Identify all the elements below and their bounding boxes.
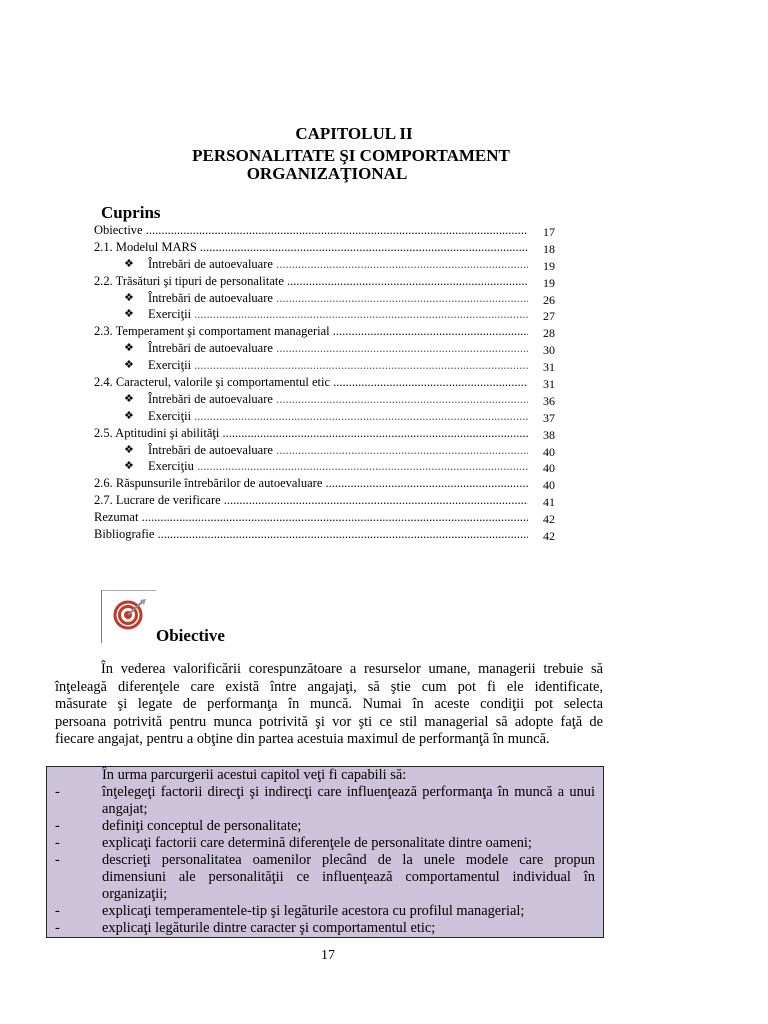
toc-entry-label: 2.4. Caracterul, valorile şi comportamentul etic ..... bbox=[94, 374, 528, 390]
toc-entry-label: Întrebări de autoevaluare ..... bbox=[148, 391, 528, 407]
paragraph-line: În vederea valorificării corespunzătoare a resurselor umane, managerii trebuie să bbox=[101, 661, 603, 677]
objective-item bbox=[55, 852, 595, 903]
diamond-bullet-icon: ❖ bbox=[124, 257, 134, 270]
objective-item bbox=[55, 784, 595, 818]
objectives-list bbox=[55, 784, 595, 937]
diamond-bullet-icon: ❖ bbox=[124, 291, 134, 304]
toc-entry-label: Exerciţii ..... bbox=[148, 306, 528, 322]
objective-item-text: definiţi conceptul de personalitate; bbox=[102, 818, 302, 834]
toc-entry[interactable] bbox=[94, 526, 560, 543]
diamond-bullet-icon: ❖ bbox=[124, 443, 134, 456]
toc-entry-page: 40 bbox=[543, 478, 555, 493]
toc-entry-page: 38 bbox=[543, 427, 555, 442]
objective-item bbox=[55, 920, 595, 937]
toc-entry[interactable] bbox=[94, 425, 560, 442]
toc-entry-page: 31 bbox=[543, 377, 555, 392]
objective-item bbox=[55, 903, 595, 920]
objectives-box bbox=[46, 766, 604, 938]
toc-entry-page: 36 bbox=[543, 393, 555, 408]
diamond-bullet-icon: ❖ bbox=[124, 308, 134, 321]
toc-entry[interactable] bbox=[94, 492, 560, 509]
toc-entry[interactable] bbox=[94, 442, 560, 459]
toc-entry-page: 28 bbox=[543, 326, 555, 341]
objectives-paragraph bbox=[55, 661, 603, 749]
toc-entry-page: 37 bbox=[543, 410, 555, 425]
toc-entry-label: 2.2. Trăsături şi tipuri de personalitate ..... bbox=[94, 273, 528, 289]
objectives-box-intro: În urma parcurgerii acestui capitol veţi fi capabili să: bbox=[102, 767, 407, 783]
paragraph-line: măsurate şi legate de performanţa în muncă. Numai în aceste condiţii pot selecta bbox=[55, 696, 603, 713]
objectives-icon-frame bbox=[101, 590, 156, 643]
dash-bullet: - bbox=[55, 818, 60, 834]
objective-item bbox=[55, 835, 595, 852]
toc-entry[interactable] bbox=[94, 306, 560, 323]
toc-entry-page: 42 bbox=[543, 512, 555, 527]
diamond-bullet-icon: ❖ bbox=[124, 460, 134, 473]
chapter-title-line1: PERSONALITATE ŞI COMPORTAMENT bbox=[192, 146, 510, 165]
toc-entry-label: Exerciţii ..... bbox=[148, 408, 528, 424]
objective-item-text: înţelegeţi factorii direcţi şi indirecţi care influenţează performanţa în muncă a unui angajat; bbox=[102, 784, 595, 817]
paragraph-line: persoana potrivită pentru munca potrivită şi vor şti ce stil managerial să adopte faţă de bbox=[55, 713, 603, 730]
toc-entry-page: 26 bbox=[543, 292, 555, 307]
toc-entry[interactable] bbox=[94, 458, 560, 475]
toc-entry[interactable] bbox=[94, 273, 560, 290]
objective-item-text: explicaţi temperamentele-tip şi legăturile acestora cu profilul managerial; bbox=[102, 903, 525, 919]
toc-entry[interactable] bbox=[94, 475, 560, 492]
toc-entry-label: Rezumat ..... bbox=[94, 509, 528, 525]
toc-entry-label: 2.6. Răspunsurile întrebărilor de autoevaluare ..... bbox=[94, 475, 528, 491]
paragraph-line: înţeleagă diferenţele care există între angajaţi, să ştie cum pot fi ele identificate, bbox=[55, 678, 603, 695]
toc-entry[interactable] bbox=[94, 290, 560, 307]
target-icon bbox=[102, 591, 156, 643]
toc-entry-label: Exerciţiu ..... bbox=[148, 458, 528, 474]
dash-bullet: - bbox=[55, 852, 60, 868]
toc-entry-label: 2.3. Temperament şi comportament managerial ..... bbox=[94, 323, 528, 339]
toc-entry[interactable] bbox=[94, 391, 560, 408]
objective-item-text: explicaţi legăturile dintre caracter şi comportamentul etic; bbox=[102, 920, 436, 936]
toc-entry-label: Exerciţii ..... bbox=[148, 357, 528, 373]
toc-entry-label: Întrebări de autoevaluare ..... bbox=[148, 290, 528, 306]
toc-entry[interactable] bbox=[94, 239, 560, 256]
toc-entry-label: Bibliografie ..... bbox=[94, 526, 528, 542]
objectives-heading: Obiective bbox=[156, 626, 225, 645]
chapter-number: CAPITOLUL II bbox=[295, 124, 413, 143]
contents-heading: Cuprins bbox=[101, 203, 161, 222]
toc-entry-page: 19 bbox=[543, 258, 555, 273]
toc-entry-label: 2.1. Modelul MARS ..... bbox=[94, 239, 528, 255]
toc-entry-page: 31 bbox=[543, 360, 555, 375]
toc-entry-page: 27 bbox=[543, 309, 555, 324]
objective-item-text: explicaţi factorii care determină diferenţele de personalitate dintre oameni; bbox=[102, 835, 532, 851]
diamond-bullet-icon: ❖ bbox=[124, 359, 134, 372]
toc-entry[interactable] bbox=[94, 256, 560, 273]
diamond-bullet-icon: ❖ bbox=[124, 392, 134, 405]
toc-entry-label: Întrebări de autoevaluare ..... bbox=[148, 442, 528, 458]
paragraph-line: fiecare angajat, pentru a obţine din partea acestuia maximul de performanţă în muncă. bbox=[55, 731, 550, 748]
toc-entry-label: 2.5. Aptitudini şi abilităţi ..... bbox=[94, 425, 528, 441]
dash-bullet: - bbox=[55, 903, 60, 919]
toc-entry[interactable] bbox=[94, 408, 560, 425]
toc-entry-page: 41 bbox=[543, 495, 555, 510]
dash-bullet: - bbox=[55, 920, 60, 936]
toc-entry-page: 40 bbox=[543, 461, 555, 476]
dash-bullet: - bbox=[55, 784, 60, 800]
toc-entry-page: 40 bbox=[543, 444, 555, 459]
toc-entry-page: 17 bbox=[543, 225, 555, 239]
toc-entry[interactable] bbox=[94, 323, 560, 340]
toc-entry[interactable] bbox=[94, 509, 560, 526]
toc-entry-page: 18 bbox=[543, 241, 555, 256]
toc-entry-label: 2.7. Lucrare de verificare ..... bbox=[94, 492, 528, 508]
toc-entry-label: Întrebări de autoevaluare ..... bbox=[148, 256, 528, 272]
table-of-contents bbox=[94, 222, 560, 543]
dash-bullet: - bbox=[55, 835, 60, 851]
toc-entry-page: 19 bbox=[543, 275, 555, 290]
toc-entry[interactable] bbox=[94, 357, 560, 374]
page-number: 17 bbox=[321, 948, 335, 963]
toc-entry[interactable] bbox=[94, 374, 560, 391]
diamond-bullet-icon: ❖ bbox=[124, 342, 134, 355]
chapter-title-line2: ORGANIZAŢIONAL bbox=[246, 164, 408, 183]
toc-entry-page: 30 bbox=[543, 343, 555, 358]
toc-entry-label: Obiective ..... bbox=[94, 222, 528, 238]
objective-item bbox=[55, 818, 595, 835]
toc-entry-page: 42 bbox=[543, 529, 555, 544]
toc-entry[interactable] bbox=[94, 340, 560, 357]
toc-entry[interactable] bbox=[94, 222, 560, 239]
diamond-bullet-icon: ❖ bbox=[124, 409, 134, 422]
objective-item-text: descrieţi personalitatea oamenilor plecând de la unele modele care propun dimensiuni ale personalităţii ce influenţează comportamentul individual în organizaţii; bbox=[102, 852, 595, 902]
toc-entry-label: Întrebări de autoevaluare ..... bbox=[148, 340, 528, 356]
